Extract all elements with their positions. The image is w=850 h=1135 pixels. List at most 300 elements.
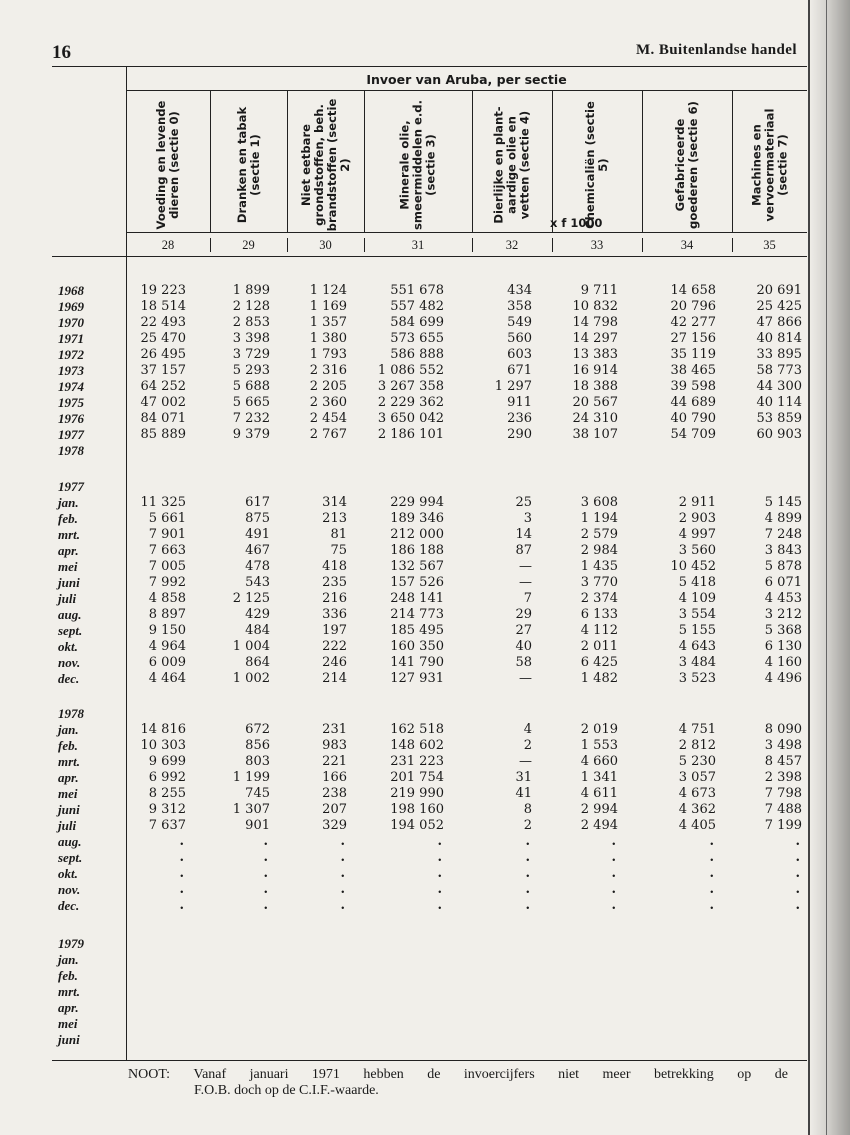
table-cell: . (525, 882, 530, 897)
table-cell: . (525, 866, 530, 881)
table-cell: 213 (322, 511, 347, 526)
table-cell: 25 425 (756, 299, 802, 314)
table-cell: 5 145 (764, 495, 802, 510)
table-cell: 58 (515, 655, 532, 670)
table-cell: 5 418 (678, 575, 716, 590)
column-heading-text: Gefabriceerde goederen (sectie 6) (673, 101, 700, 229)
table-cell: 586 888 (390, 347, 444, 362)
table-cell: 235 (322, 575, 347, 590)
table-cell: . (437, 850, 442, 865)
row-label: 1978 (58, 443, 84, 458)
table-cell: 47 002 (140, 395, 186, 410)
table-cell: . (179, 834, 184, 849)
table-cell: 3 267 358 (377, 379, 444, 394)
table-cell: 4 453 (764, 591, 802, 606)
table-cell: 584 699 (390, 315, 444, 330)
table-cell: 6 133 (580, 607, 618, 622)
table-cell: 1 307 (232, 802, 270, 817)
table-cell: 4 362 (678, 802, 716, 817)
table-cell: . (179, 850, 184, 865)
table-cell: . (611, 850, 616, 865)
page-edge-line (808, 0, 810, 1135)
table-cell: 4 858 (148, 591, 186, 606)
table-cell: 26 495 (140, 347, 186, 362)
table-cell: 6 009 (148, 655, 186, 670)
row-label: feb. (58, 738, 78, 753)
row-label: mrt. (58, 754, 81, 769)
table-cell: 39 598 (670, 379, 716, 394)
table-cell: 4 405 (678, 818, 716, 833)
row-label: 1977 (58, 427, 84, 442)
table-cell: 40 790 (670, 411, 716, 426)
row-label: aug. (58, 607, 82, 622)
table-cell: 603 (507, 347, 532, 362)
table-cell: 1 793 (309, 347, 347, 362)
row-label: juni (58, 1032, 80, 1047)
table-cell: 617 (245, 495, 270, 510)
table-cell: 4 112 (580, 623, 618, 638)
column-number: 31 (411, 238, 425, 252)
table-cell: 162 518 (390, 722, 444, 737)
table-cell: 2 911 (678, 495, 716, 510)
column-number-rule-bottom (52, 256, 807, 257)
table-cell: 2 (523, 738, 532, 753)
table-cell: 2 398 (764, 770, 802, 785)
table-cell: — (519, 575, 532, 590)
table-cell: 189 346 (390, 511, 444, 526)
table-cell: 22 493 (140, 315, 186, 330)
table-cell: 2 984 (580, 543, 618, 558)
table-cell: 248 141 (390, 591, 444, 606)
table-cell: 27 (515, 623, 532, 638)
row-label: juli (58, 818, 77, 833)
table-cell: 31 (515, 770, 532, 785)
table-cell: 4 611 (580, 786, 618, 801)
table-cell: 132 567 (390, 559, 444, 574)
table-cell: 148 602 (390, 738, 444, 753)
table-cell: . (709, 882, 714, 897)
table-cell: . (340, 882, 345, 897)
table-cell: 5 368 (764, 623, 802, 638)
row-label: aug. (58, 834, 82, 849)
table-cell: 672 (245, 722, 270, 737)
table-cell: 4 643 (678, 639, 716, 654)
table-cell: 160 350 (390, 639, 444, 654)
table-cell: . (263, 882, 268, 897)
table-cell: 29 (515, 607, 532, 622)
table-cell: . (340, 850, 345, 865)
table-cell: 418 (322, 559, 347, 574)
table-cell: 229 994 (390, 495, 444, 510)
table-cell: 6 992 (148, 770, 186, 785)
page-number: 16 (52, 42, 71, 63)
table-cell: 219 990 (390, 786, 444, 801)
table-cell: . (611, 898, 616, 913)
table-cell: 3 484 (678, 655, 716, 670)
column-number: 29 (242, 238, 255, 252)
row-label: jan. (58, 722, 79, 737)
row-label: 1974 (58, 379, 84, 394)
column-number: 28 (161, 238, 175, 252)
table-cell: 1 357 (309, 315, 347, 330)
table-cell: . (525, 898, 530, 913)
table-cell: 4 496 (764, 671, 802, 686)
table-cell: 222 (322, 639, 347, 654)
table-cell: 3 770 (580, 575, 618, 590)
table-cell: . (795, 850, 800, 865)
row-label: 1979 (58, 936, 84, 951)
table-cell: 9 312 (148, 802, 186, 817)
table-cell: 856 (245, 738, 270, 753)
table-cell: 7 992 (148, 575, 186, 590)
table-cell: 212 000 (390, 527, 444, 542)
table-cell: 3 398 (232, 331, 270, 346)
table-cell: 745 (245, 786, 270, 801)
table-cell: 2 494 (580, 818, 618, 833)
table-cell: 434 (507, 283, 532, 298)
table-cell: 53 859 (756, 411, 802, 426)
table-cell: 4 997 (678, 527, 716, 542)
import-table (52, 66, 807, 1061)
table-cell: 901 (245, 818, 270, 833)
table-cell: 166 (322, 770, 347, 785)
row-label: mrt. (58, 527, 81, 542)
footnote-word: Vanaf (193, 1067, 227, 1082)
table-cell: 246 (322, 655, 347, 670)
table-cell: 214 773 (390, 607, 444, 622)
table-cell: . (263, 866, 268, 881)
table-cell: 2 853 (232, 315, 270, 330)
row-label: mrt. (58, 984, 81, 999)
footnote-word: betrekking (653, 1067, 714, 1082)
row-label: 1978 (58, 706, 84, 721)
table-cell: 2 125 (232, 591, 270, 606)
table-cell: 7 248 (764, 527, 802, 542)
table-cell: 14 816 (140, 722, 186, 737)
table-cell: 6 425 (580, 655, 618, 670)
table-cell: 54 709 (670, 427, 716, 442)
row-label: jan. (58, 495, 79, 510)
table-cell: 9 379 (232, 427, 270, 442)
row-label: juli (58, 591, 77, 606)
table-bottom-rule (52, 1060, 807, 1061)
row-label: 1977 (58, 479, 84, 494)
footnote-word: hebben (363, 1067, 404, 1082)
footnote-line-1 (128, 1067, 788, 1083)
table-cell: 864 (245, 655, 270, 670)
unit-label: x f 1000 (550, 216, 603, 230)
column-number: 32 (505, 238, 519, 252)
footnote-word: 1971 (311, 1067, 340, 1082)
column-heading (642, 90, 732, 240)
row-label: 1975 (58, 395, 84, 410)
table-cell: 1 194 (580, 511, 618, 526)
table-cell: 14 (515, 527, 532, 542)
footnote-word: op (737, 1067, 752, 1082)
table-cell: 214 (322, 671, 347, 686)
row-label: 1976 (58, 411, 84, 426)
table-cell: . (179, 866, 184, 881)
page-edge-shadow (808, 0, 850, 1135)
table-cell: 983 (322, 738, 347, 753)
table-cell: 14 297 (572, 331, 618, 346)
table-cell: 236 (507, 411, 532, 426)
table-cell: 9 699 (148, 754, 186, 769)
column-heading (472, 90, 552, 240)
row-label: jan. (58, 952, 79, 967)
table-cell: 2 994 (580, 802, 618, 817)
table-cell: 3 523 (678, 671, 716, 686)
column-heading-text: Minerale olie, smeermiddelen e.d. (sectie 3) (397, 99, 438, 231)
column-heading-text: Niet eetbare grondstoffen, beh. brandstoffen (sectie 2) (298, 98, 352, 232)
table-cell: 3 843 (764, 543, 802, 558)
table-cell: 20 567 (572, 395, 618, 410)
table-cell: 1 435 (580, 559, 618, 574)
table-cell: 2 (523, 818, 532, 833)
table-cell: 3 057 (678, 770, 716, 785)
table-cell: 231 223 (390, 754, 444, 769)
table-cell: 3 650 042 (377, 411, 444, 426)
table-cell: 5 665 (232, 395, 270, 410)
column-number: 35 (763, 238, 776, 252)
table-cell: 3 608 (580, 495, 618, 510)
table-cell: 478 (245, 559, 270, 574)
table-cell: 185 495 (390, 623, 444, 638)
table-cell: . (437, 882, 442, 897)
table-cell: — (519, 559, 532, 574)
footnote-word: de (774, 1067, 788, 1082)
table-cell: 44 689 (670, 395, 716, 410)
table-cell: . (795, 898, 800, 913)
table-cell: 18 514 (140, 299, 186, 314)
table-cell: 2 011 (580, 639, 618, 654)
column-heading-text: Machines en vervoermateriaal (sectie 7) (749, 108, 789, 222)
column-heading-text: Chemicaliën (sectie 5) (583, 101, 610, 229)
table-cell: 7 637 (148, 818, 186, 833)
table-cell: . (437, 898, 442, 913)
table-cell: 1 124 (309, 283, 347, 298)
table-cell: 7 488 (764, 802, 802, 817)
table-cell: 1 086 552 (377, 363, 444, 378)
table-cell: 7 232 (232, 411, 270, 426)
table-cell: . (340, 834, 345, 849)
table-cell: 2 128 (232, 299, 270, 314)
row-label: juni (58, 575, 80, 590)
table-cell: 16 914 (572, 363, 618, 378)
table-cell: . (611, 834, 616, 849)
table-cell: 231 (322, 722, 347, 737)
table-cell: 7 199 (764, 818, 802, 833)
table-cell: 10 303 (140, 738, 186, 753)
table-cell: 27 156 (670, 331, 716, 346)
table-cell: 290 (507, 427, 532, 442)
table-cell: 1 482 (580, 671, 618, 686)
table-cell: 18 388 (572, 379, 618, 394)
table-cell: 84 071 (140, 411, 186, 426)
table-cell: 3 212 (764, 607, 802, 622)
table-cell: 10 452 (670, 559, 716, 574)
footnote-word: de (427, 1067, 441, 1082)
table-cell: 60 903 (756, 427, 802, 442)
table-cell: 2 229 362 (377, 395, 444, 410)
table-cell: 25 (515, 495, 532, 510)
column-heading (364, 90, 472, 240)
row-label: feb. (58, 968, 78, 983)
table-cell: 2 205 (309, 379, 347, 394)
table-cell: 2 812 (678, 738, 716, 753)
row-label: mei (58, 559, 78, 574)
column-heading (287, 90, 364, 240)
table-cell: 201 754 (390, 770, 444, 785)
table-cell: 24 310 (572, 411, 618, 426)
row-label: 1968 (58, 283, 84, 298)
table-cell: 25 470 (140, 331, 186, 346)
table-cell: 157 526 (390, 575, 444, 590)
row-label: sept. (58, 850, 83, 865)
table-cell: 1 199 (232, 770, 270, 785)
table-cell: 7 901 (148, 527, 186, 542)
table-cell: 9 150 (148, 623, 186, 638)
table-cell: 127 931 (390, 671, 444, 686)
footnote-word: niet (558, 1067, 580, 1082)
table-cell: . (437, 834, 442, 849)
table-cell: . (709, 866, 714, 881)
column-heading (732, 90, 807, 240)
table-cell: 314 (322, 495, 347, 510)
table-cell: 13 383 (572, 347, 618, 362)
row-label: sept. (58, 623, 83, 638)
table-cell: 75 (330, 543, 347, 558)
table-cell: 7 798 (764, 786, 802, 801)
table-cell: 4 751 (678, 722, 716, 737)
table-cell: 207 (322, 802, 347, 817)
table-cell: 2 374 (580, 591, 618, 606)
table-cell: 543 (245, 575, 270, 590)
table-cell: 8 255 (148, 786, 186, 801)
table-cell: 35 119 (670, 347, 716, 362)
row-label: mei (58, 1016, 78, 1031)
table-cell: 14 798 (572, 315, 618, 330)
column-heading-text: Dierlijke en plant-aardige olie en vetten (sectie 4) (491, 106, 532, 224)
column-heading-text: Dranken en tabak (sectie 1) (234, 106, 262, 224)
table-cell: 141 790 (390, 655, 444, 670)
table-cell: 40 114 (756, 395, 802, 410)
table-cell: . (709, 850, 714, 865)
table-cell: 197 (322, 623, 347, 638)
row-label: feb. (58, 511, 78, 526)
row-label: apr. (58, 770, 79, 785)
footnote-line-2: F.O.B. doch op de C.I.F.-waarde. (194, 1083, 379, 1098)
row-label: juni (58, 802, 80, 817)
table-cell: 5 878 (764, 559, 802, 574)
table-cell: 194 052 (390, 818, 444, 833)
row-label: 1970 (58, 315, 84, 330)
table-cell: . (795, 834, 800, 849)
table-cell: 2 579 (580, 527, 618, 542)
table-cell: 7 663 (148, 543, 186, 558)
row-label: mei (58, 786, 78, 801)
table-cell: 2 186 101 (377, 427, 444, 442)
table-cell: 5 293 (232, 363, 270, 378)
table-cell: 5 661 (148, 511, 186, 526)
row-label: okt. (58, 866, 78, 881)
table-cell: 671 (507, 363, 532, 378)
table-cell: . (179, 882, 184, 897)
table-cell: 467 (245, 543, 270, 558)
table-cell: 81 (330, 527, 347, 542)
table-cell: 20 796 (670, 299, 716, 314)
table-cell: 3 (523, 511, 532, 526)
table-cell: 37 157 (140, 363, 186, 378)
row-label: 1972 (58, 347, 84, 362)
table-cell: 484 (245, 623, 270, 638)
footnote (128, 1067, 788, 1099)
table-cell: 64 252 (140, 379, 186, 394)
table-cell: 5 155 (678, 623, 716, 638)
table-cell: . (263, 850, 268, 865)
table-cell: 3 729 (232, 347, 270, 362)
table-top-rule (52, 66, 807, 67)
table-cell: . (179, 898, 184, 913)
table-cell: 549 (507, 315, 532, 330)
row-label: okt. (58, 639, 78, 654)
table-cell: 38 465 (670, 363, 716, 378)
table-cell: 186 188 (390, 543, 444, 558)
table-cell: 4 160 (764, 655, 802, 670)
row-label: nov. (58, 882, 81, 897)
table-cell: 4 (523, 722, 532, 737)
table-cell: 33 895 (756, 347, 802, 362)
table-cell: 216 (322, 591, 347, 606)
table-cell: 1 297 (494, 379, 532, 394)
table-cell: 429 (245, 607, 270, 622)
table-cell: 8 (523, 802, 532, 817)
footnote-word: invoercijfers (463, 1067, 535, 1082)
table-cell: 40 814 (756, 331, 802, 346)
running-head: M. Buitenlandse handel (636, 42, 797, 58)
table-cell: . (437, 866, 442, 881)
table-cell: 336 (322, 607, 347, 622)
table-cell: 2 019 (580, 722, 618, 737)
table-cell: 3 554 (678, 607, 716, 622)
row-label: 1973 (58, 363, 84, 378)
table-cell: . (611, 866, 616, 881)
table-cell: 1 002 (232, 671, 270, 686)
table-cell: 198 160 (390, 802, 444, 817)
table-cell: . (709, 898, 714, 913)
table-cell: 2 903 (678, 511, 716, 526)
table-cell: 19 223 (140, 283, 186, 298)
table-cell: 2 360 (309, 395, 347, 410)
table-cell: 4 964 (148, 639, 186, 654)
table-cell: 11 325 (140, 495, 186, 510)
table-cell: 2 454 (309, 411, 347, 426)
footnote-word: meer (602, 1067, 631, 1082)
table-cell: 58 773 (756, 363, 802, 378)
row-label: 1971 (58, 331, 84, 346)
table-cell: — (519, 754, 532, 769)
table-cell: . (525, 834, 530, 849)
table-cell: 1 380 (309, 331, 347, 346)
row-label: 1969 (58, 299, 84, 314)
table-cell: 911 (507, 395, 532, 410)
table-cell: 2 767 (309, 427, 347, 442)
table-cell: . (263, 898, 268, 913)
page-edge-line-2 (826, 0, 827, 1135)
table-cell: 6 071 (764, 575, 802, 590)
table-cell: 8 897 (148, 607, 186, 622)
table-cell: 560 (507, 331, 532, 346)
